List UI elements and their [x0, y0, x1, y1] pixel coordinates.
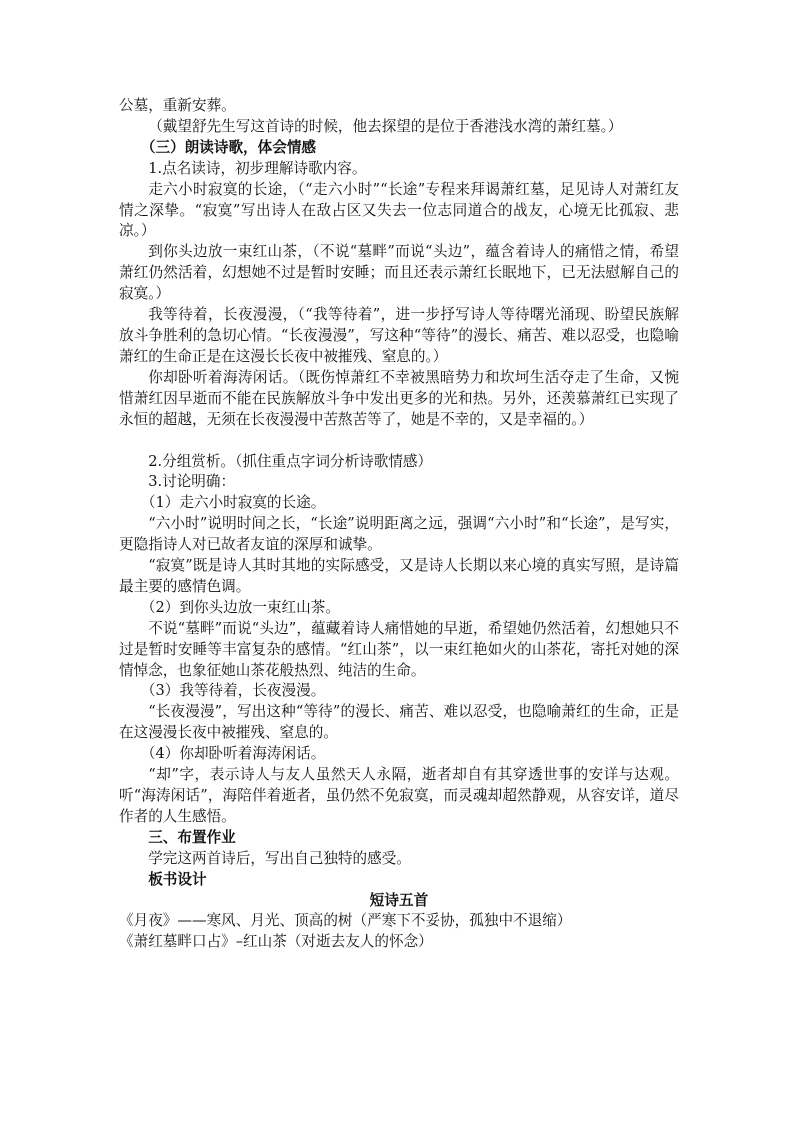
board-line: 《萧红墓畔口占》–红山茶（对逝去友人的怀念）: [119, 933, 433, 951]
paragraph: （戴望舒先生写这首诗的时候，他去探望的是位于香港浅水湾的萧红墓。）: [148, 117, 623, 135]
paragraph: 我等待着，长夜漫漫，（“我等待着”，进一步抒写诗人等待曙光涌现、盼望民族解放斗争胜利的急切心情。“长夜漫漫”，写这种“等待”的漫长、痛苦、难以忍受，也隐喻萧红的生命正是在这漫长长夜中被摧残、窒息的。）: [119, 306, 679, 365]
section-heading: 三、布置作业: [148, 828, 236, 846]
paragraph: 1.点名读诗，初步理解诗歌内容。: [148, 159, 367, 177]
section-heading: （三）朗读诗歌，体会情感: [140, 138, 317, 156]
sub-heading: （3）我等待着，长夜漫漫。: [140, 682, 326, 700]
sub-heading: （2）到你头边放一束红山茶。: [140, 598, 340, 616]
paragraph: 公墓，重新安葬。: [119, 97, 236, 114]
paragraph: “却”字，表示诗人与友人虽然天人永隔，逝者却自有其穿透世事的安详与达观。听“海涛闲话”，海陪伴着逝者，虽仍然不免寂寞，而灵魂却超然静观，从容安详，道尽作者的人生感悟。: [119, 766, 679, 825]
blank-line: [119, 431, 679, 452]
paragraph: “六小时”说明时间之长，“长途”说明距离之远，强调“六小时”和“长途”，是写实，更隐指诗人对已故者友谊的深厚和诚挚。: [119, 515, 679, 554]
paragraph: 3.讨论明确：: [148, 473, 236, 491]
paragraph: 到你头边放一束红山茶，（不说“墓畔”而说“头边”，蕴含着诗人的痛惜之情，希望萧红仍然活着，幻想她不过是暂时安睡；而且还表示萧红长眠地下，已无法慰解自己的寂寞。）: [119, 243, 679, 303]
paragraph: 学完这两首诗后，写出自己独特的感受。: [148, 849, 411, 867]
paragraph: “长夜漫漫”，写出这种“等待”的漫长、痛苦、难以忍受，也隐喻萧红的生命，正是在这漫漫长夜中被摧残、窒息的。: [119, 703, 679, 742]
paragraph: 不说“墓畔”而说“头边”，蕴藏着诗人痛惜她的早逝，希望她仍然活着，幻想她只不过是暂时安睡等丰富复杂的感情。“红山茶”，以一束红艳如火的山茶花，寄托对她的深情悼念，也象征她山茶花般热烈、纯洁的生命。: [119, 619, 679, 679]
paragraph: “寂寞”既是诗人其时其地的实际感受，又是诗人长期以来心境的真实写照，是诗篇最主要的感情色调。: [119, 557, 679, 595]
sub-heading: （4）你却卧听着海涛闲话。: [140, 745, 326, 763]
section-heading: 板书设计: [148, 870, 207, 888]
board-title: 短诗五首: [369, 891, 429, 909]
sub-heading: （1）走六小时寂寞的长途。: [140, 494, 326, 512]
paragraph: 2.分组赏析。（抓住重点字词分析诗歌情感）: [148, 452, 433, 470]
board-line: 《月夜》——寒风、月光、顶高的树（严寒下不妥协，孤独中不退缩）: [119, 912, 572, 930]
paragraph: 你却卧听着海涛闲话。（既伤悼萧红不幸被黑暗势力和坎坷生活夺走了生命，又惋惜萧红因早逝而不能在民族解放斗争中发出更多的光和热。另外，还羡慕萧红已实现了永恒的超越，无须在长夜漫漫中苦熬苦等了，她是不幸的，又是幸福的。）: [119, 368, 679, 428]
paragraph: 走六小时寂寞的长途，（“走六小时”“长途”专程来拜谒萧红墓，足见诗人对萧红友情之深挚。“寂寞”写出诗人在敌占区又失去一位志同道合的战友，心境无比孤寂、悲凉。）: [119, 180, 679, 240]
document-page: [119, 96, 679, 953]
